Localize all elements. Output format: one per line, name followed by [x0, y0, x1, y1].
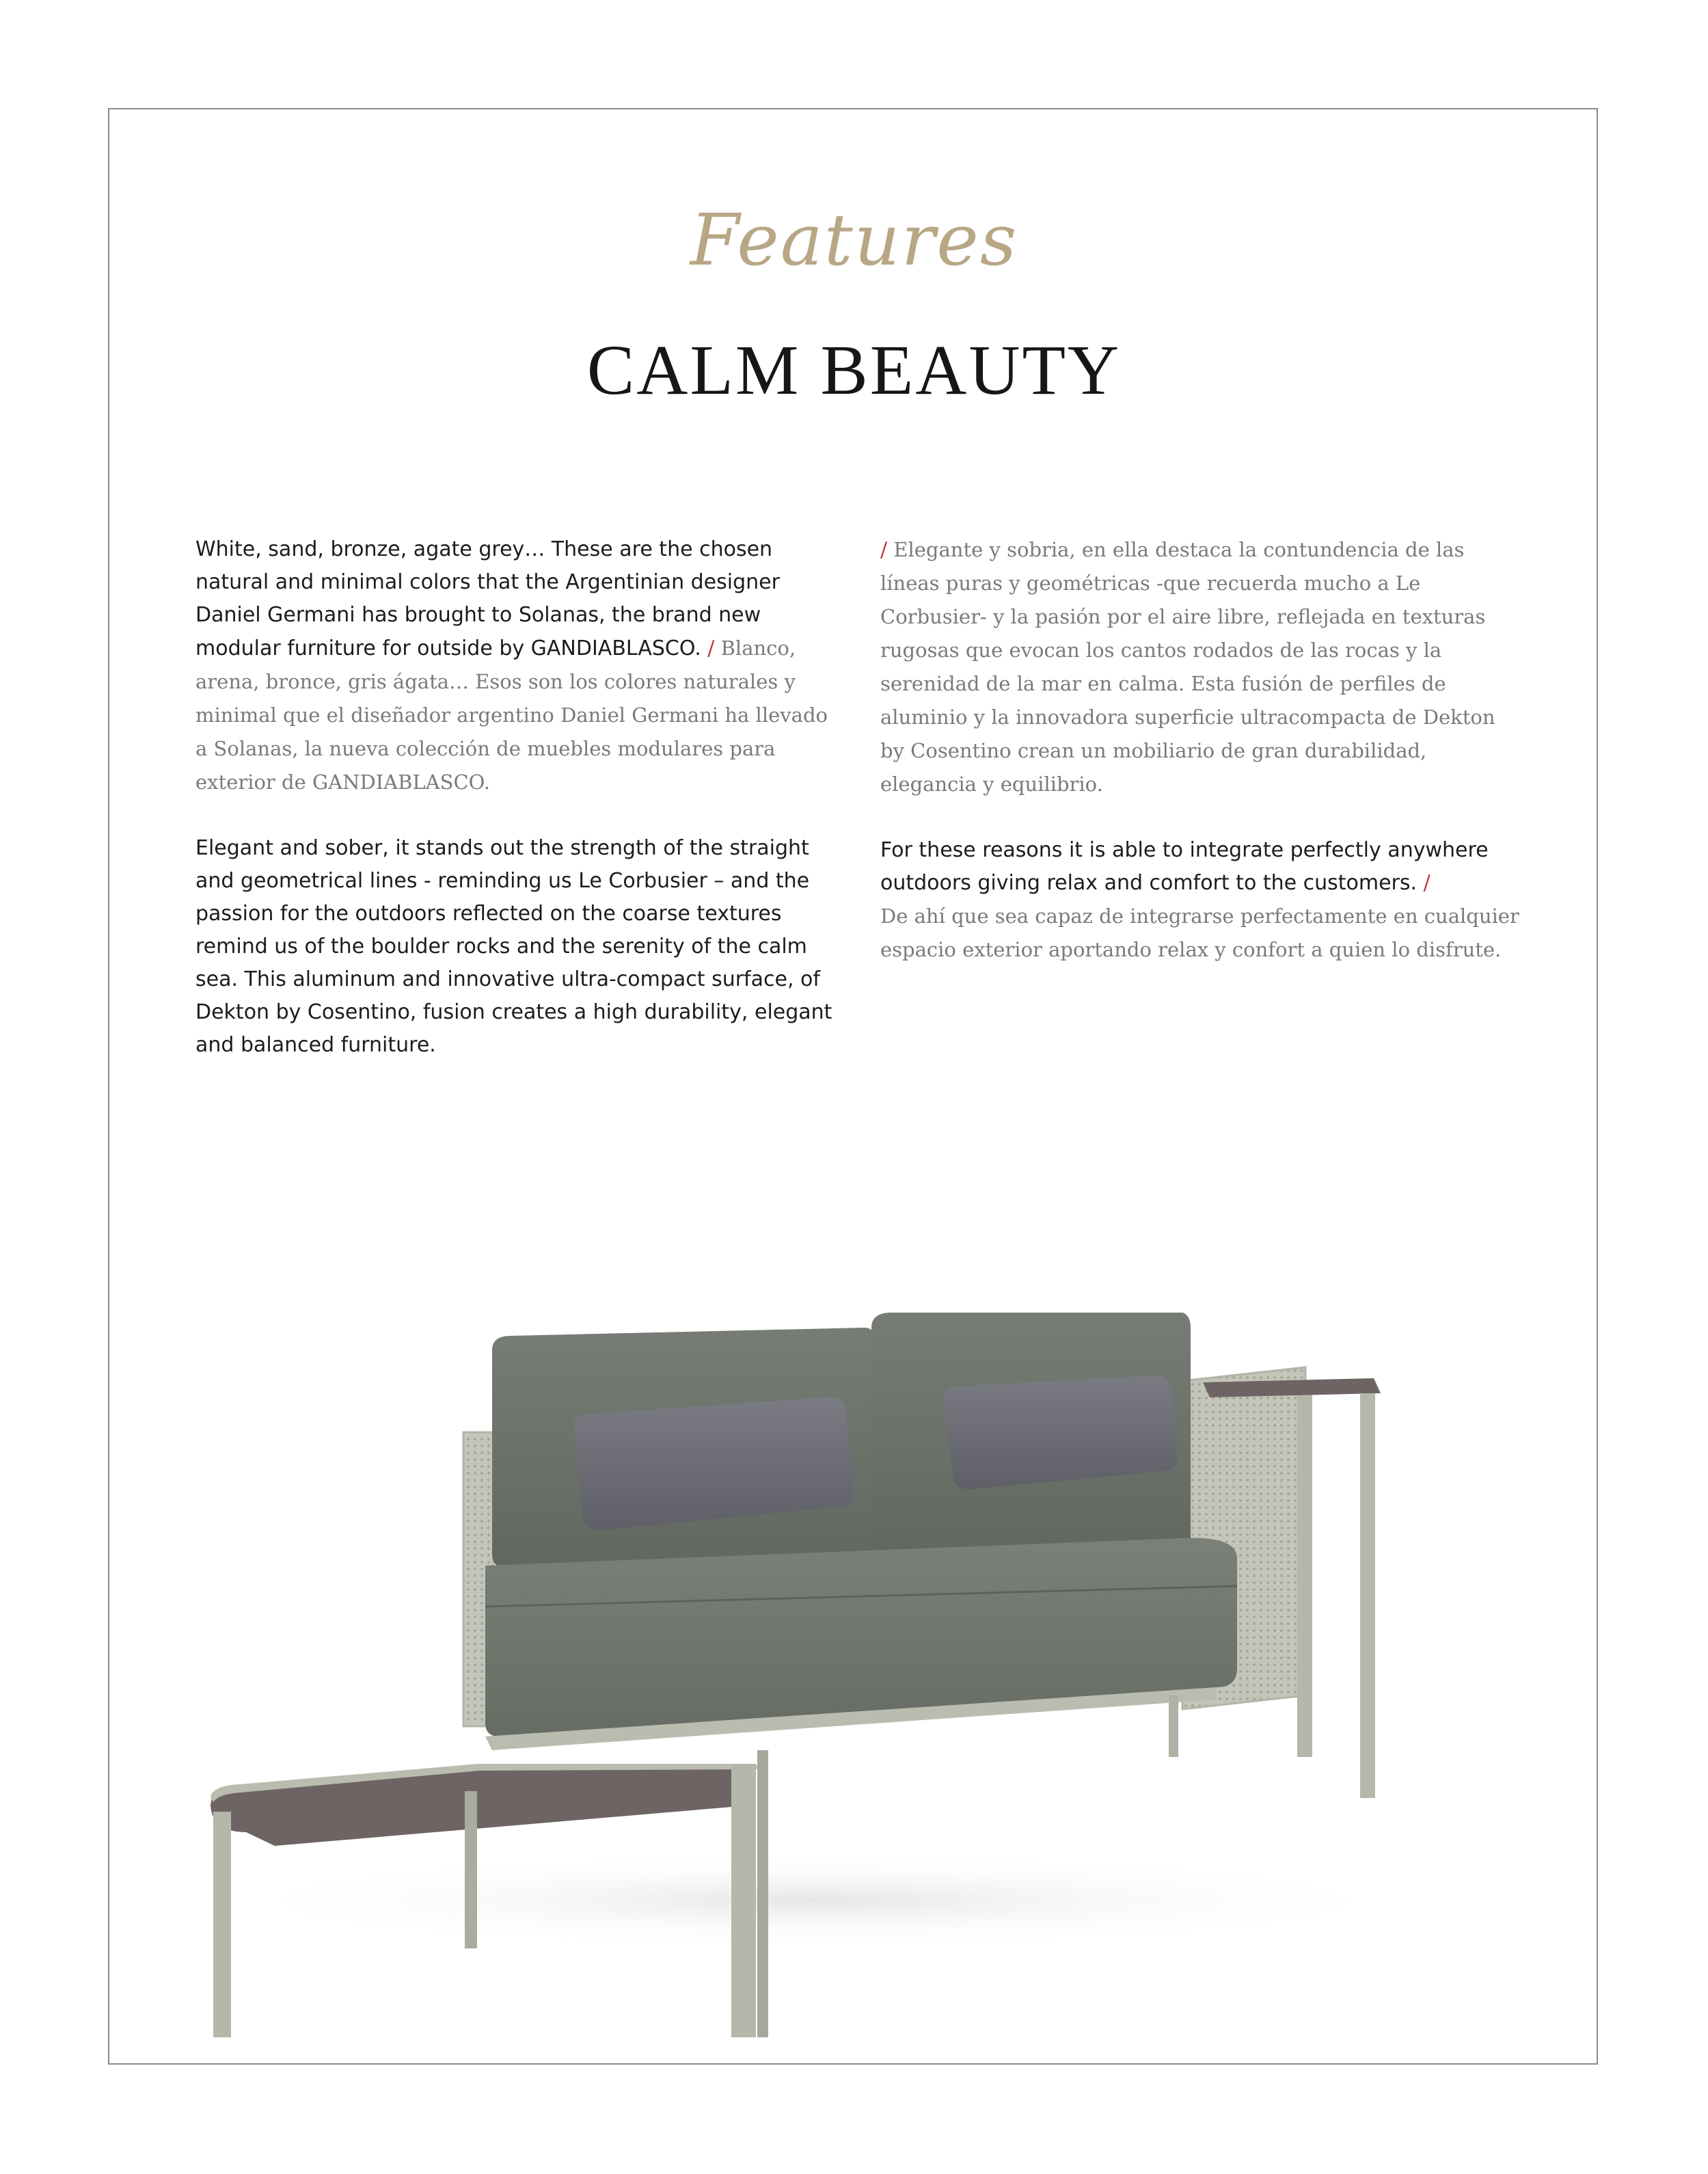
- paragraph-english: Elegant and sober, it stands out the strength of the straight and geometrical lines - reminding us Le Corbusier – and the passion for the outdoors reflected on the coarse textures remind us of the boulder rocks and the serenity of the calm sea. This aluminum and innovative ultra-compact surface, of Dekton by Cosentino, fusion creates a high durability, elegant and balanced furniture.: [195, 836, 832, 1057]
- text-column-left: [195, 533, 838, 1095]
- language-separator: /: [1423, 871, 1431, 895]
- seat-cushion: [485, 1538, 1237, 1736]
- side-table-top: [211, 1764, 756, 1846]
- side-table-leg: [213, 1812, 231, 2037]
- throw-pillow-right: [943, 1375, 1177, 1489]
- language-separator: /: [880, 538, 888, 562]
- language-separator: /: [707, 636, 715, 660]
- floor-shadow: [212, 1853, 1415, 1948]
- paragraph-design: [195, 832, 838, 1062]
- section-script-title: Features: [690, 198, 1018, 282]
- paragraph-spanish: Blanco, arena, bronce, gris ágata… Esos son los colores naturales y minimal que el diseñador argentino Daniel Germani ha llevado a Solanas, la nueva colección de muebles modulares para exterior de GANDIABLASCO.: [195, 636, 828, 794]
- sofa-leg-front-left: [731, 1764, 756, 2037]
- sofa-illustration: [198, 1313, 1510, 2037]
- paragraph-design-es: [880, 533, 1523, 801]
- sofa-leg-front-left-side: [757, 1750, 768, 2037]
- page-title: CALM BEAUTY: [586, 331, 1122, 410]
- text-column-right: [880, 533, 1523, 999]
- paragraph-spanish: De ahí que sea capaz de integrarse perfectamente en cualquier espacio exterior aportando relax y confort a quien lo disfrute.: [880, 904, 1519, 961]
- paragraph-english: For these reasons it is able to integrate perfectly anywhere outdoors giving relax and comfort to the customers.: [880, 838, 1489, 895]
- side-table-leg: [465, 1791, 477, 1948]
- sofa-leg-front-right: [1360, 1695, 1375, 1798]
- sofa-product-image: [198, 1313, 1510, 2037]
- paragraph-integration: [880, 834, 1523, 967]
- paragraph-colors: [195, 533, 838, 799]
- paragraph-english: White, sand, bronze, agate grey… These are the chosen natural and minimal colors that the Argentinian designer Daniel Germani has brought to Solanas, the brand new modular furniture for outside by GANDIABLASCO.: [195, 537, 780, 660]
- armrest-post: [1297, 1388, 1312, 1757]
- sofa-leg-rear: [1169, 1695, 1178, 1757]
- paragraph-spanish: Elegante y sobria, en ella destaca la contundencia de las líneas puras y geométricas -que recuerda mucho a Le Corbusier- y la pasión por el aire libre, reflejada en texturas rugosas que evocan los cantos rodados de las rocas y la serenidad de la mar en calma. Esta fusión de perfiles de aluminio y la innovadora superficie ultracompacta de Dekton by Cosentino crean un mobiliario de gran durabilidad, elegancia y equilibrio.: [880, 538, 1495, 796]
